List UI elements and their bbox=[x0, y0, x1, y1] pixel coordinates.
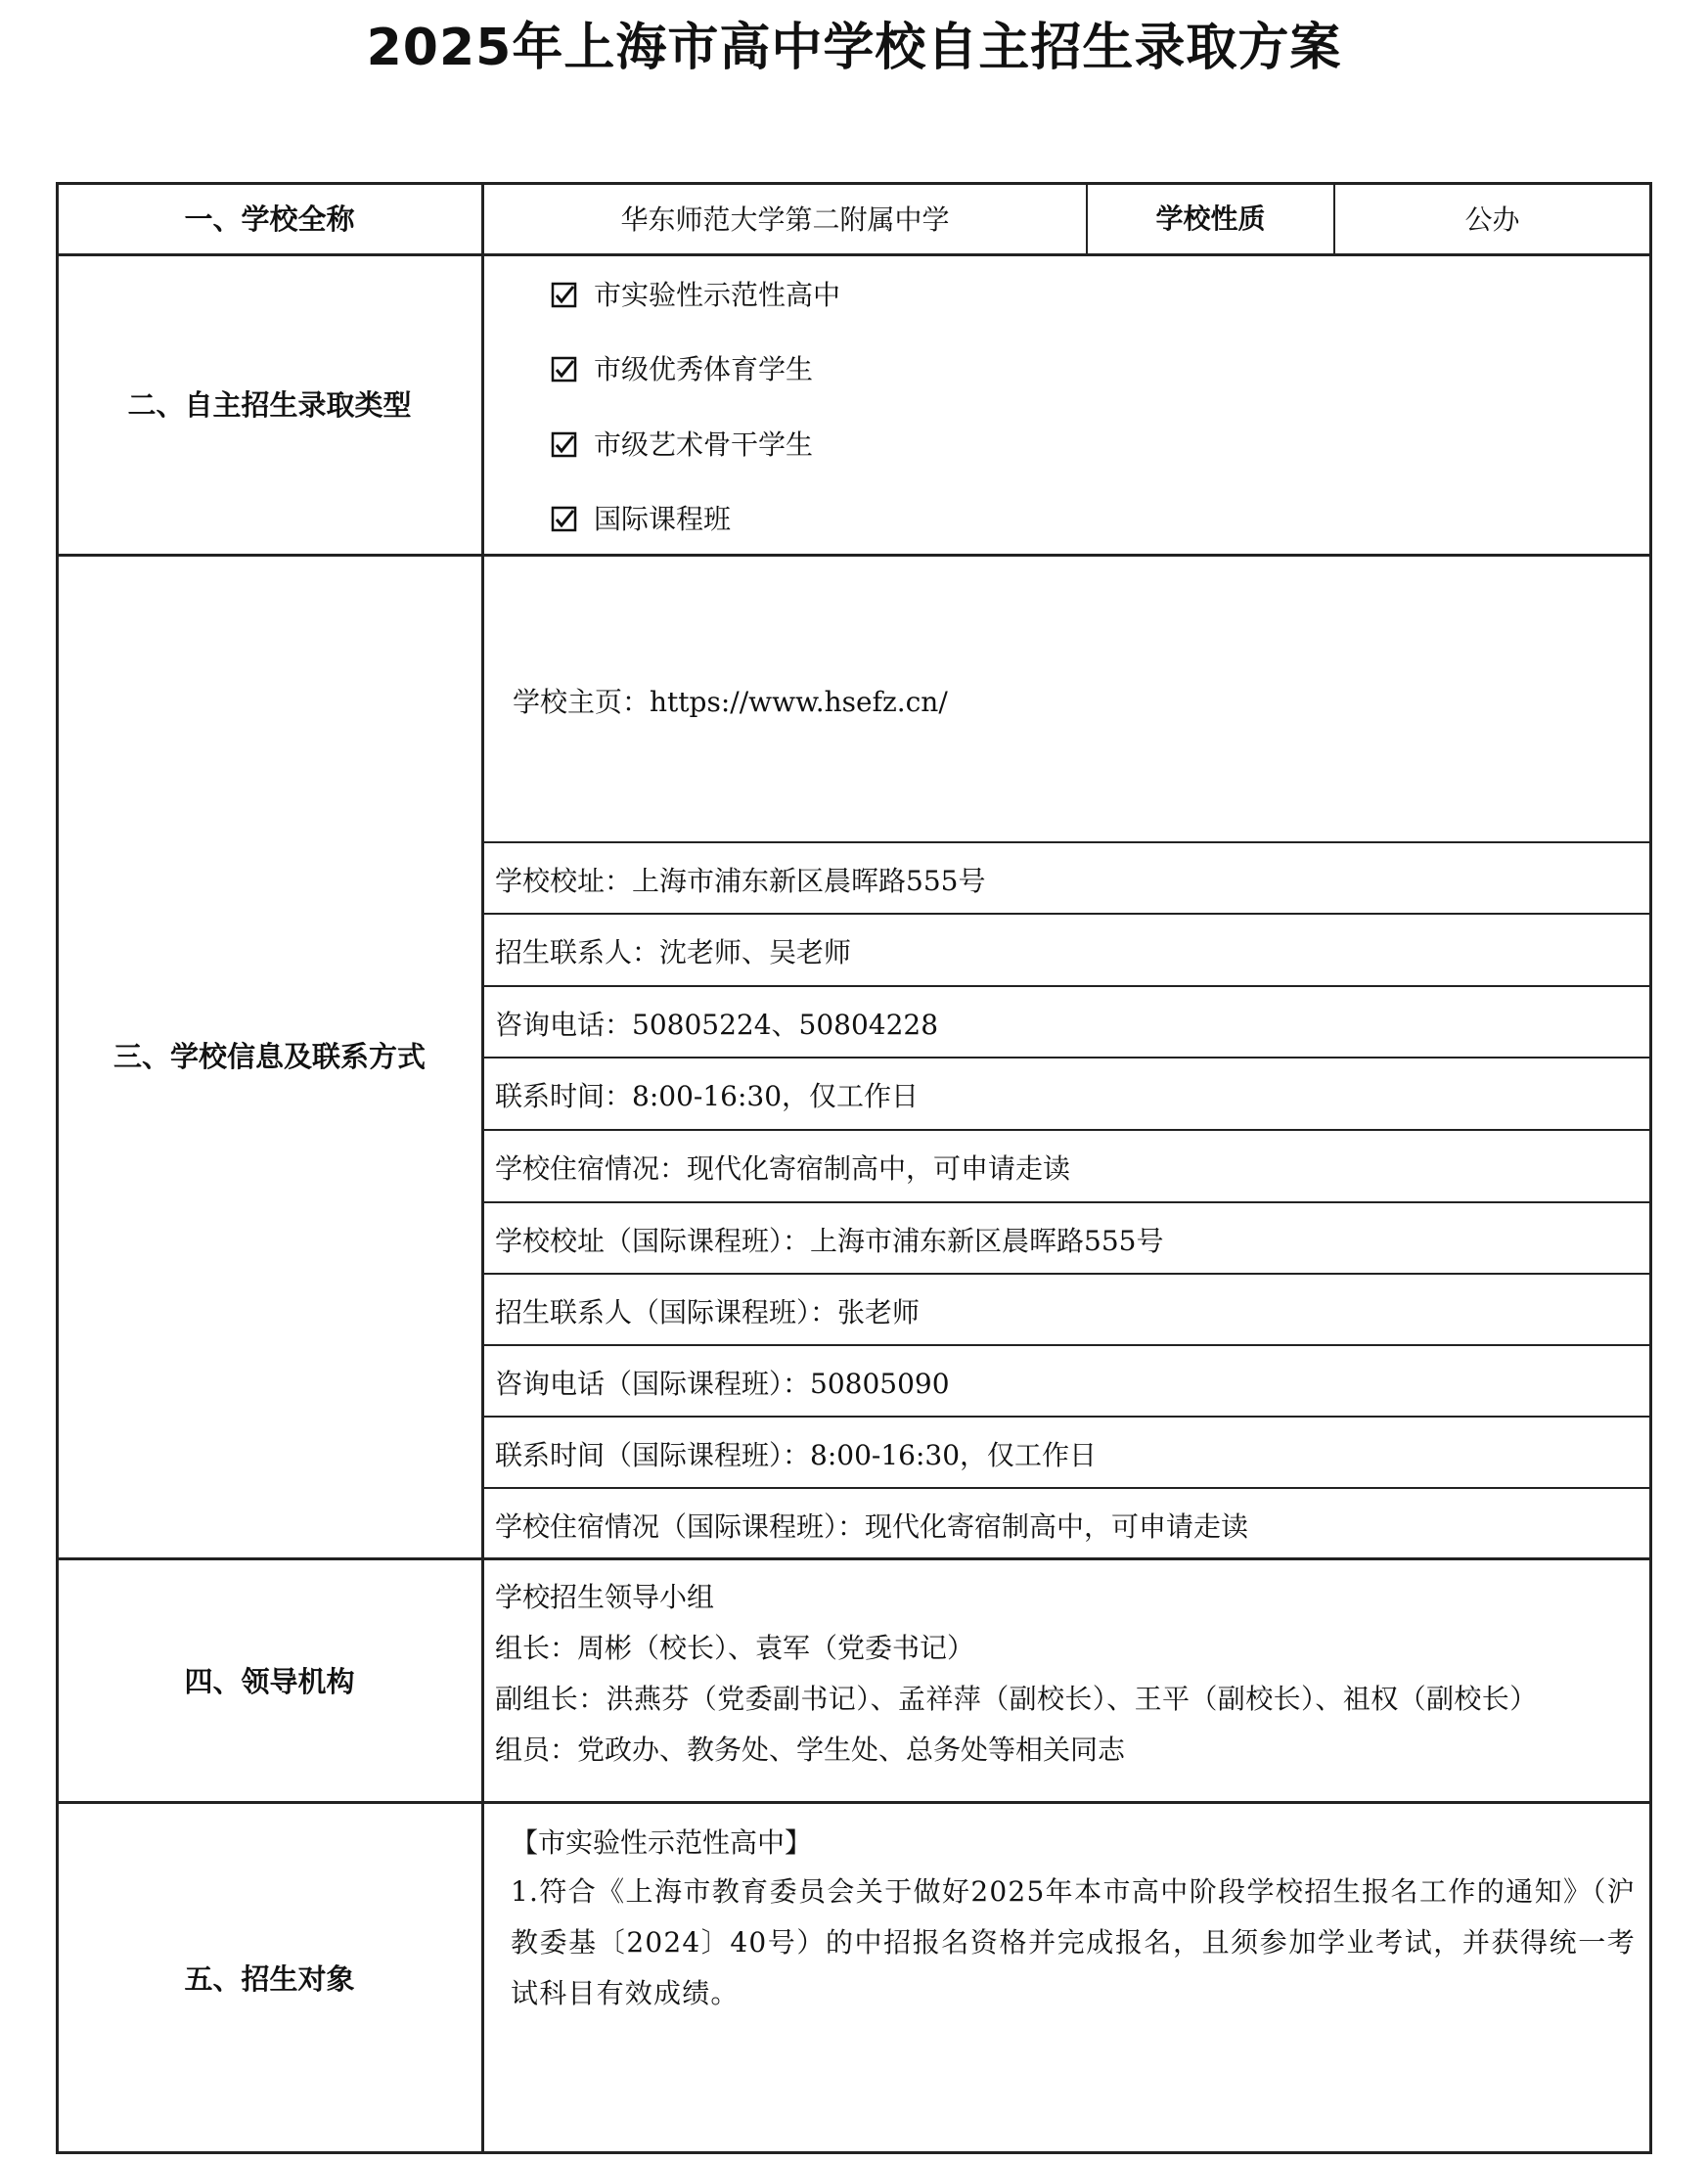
checked-box-icon bbox=[551, 431, 578, 459]
section1-label: 一、学校全称 bbox=[184, 203, 355, 236]
school-homepage[interactable]: 学校主页：https://www.hsefz.cn/ bbox=[513, 686, 948, 718]
row-divider-2 bbox=[56, 554, 1652, 557]
school-nature-label: 学校性质 bbox=[1155, 203, 1266, 235]
document-title: 2025年上海市高中学校自主招生录取方案 bbox=[366, 19, 1342, 77]
table-border-top bbox=[56, 182, 1652, 185]
admission-type-item[interactable] bbox=[551, 428, 813, 463]
info-row: 招生联系人（国际课程班）：张老师 bbox=[495, 1296, 921, 1329]
info-row-divider bbox=[481, 1057, 1652, 1058]
section3-label: 三、学校信息及联系方式 bbox=[112, 1040, 426, 1073]
info-row: 学校住宿情况：现代化寄宿制高中，可申请走读 bbox=[495, 1152, 1071, 1185]
table-border-bottom bbox=[56, 2151, 1652, 2154]
info-row-divider bbox=[481, 1273, 1652, 1275]
info-row: 学校校址（国际课程班）：上海市浦东新区晨晖路555号 bbox=[495, 1225, 1164, 1257]
info-row: 学校住宿情况（国际课程班）：现代化寄宿制高中，可申请走读 bbox=[495, 1510, 1249, 1543]
leadership-line: 副组长：洪燕芬（党委副书记）、孟祥萍（副校长）、王平（副校长）、祖权（副校长） bbox=[495, 1683, 1538, 1715]
target-heading: 【市实验性示范性高中】 bbox=[511, 1826, 813, 1859]
info-row-divider bbox=[481, 985, 1652, 987]
admission-type-item[interactable] bbox=[551, 352, 813, 387]
target-paragraph: 1.符合《上海市教育委员会关于做好2025年本市高中阶段学校招生报名工作的通知》（沪教委基〔2024〕40号）的中招报名资格并完成报名，且须参加学业考试，并获得统一考试科目有效成绩。 bbox=[511, 1875, 1636, 2009]
info-row: 咨询电话：50805224、50804228 bbox=[495, 1009, 939, 1041]
label-column-divider bbox=[481, 182, 484, 2154]
admission-type-text: 市级艺术骨干学生 bbox=[594, 428, 814, 461]
row-divider-1 bbox=[56, 253, 1652, 256]
admission-type-text: 市级优秀体育学生 bbox=[594, 353, 814, 385]
info-row: 联系时间（国际课程班）：8:00-16:30，仅工作日 bbox=[495, 1439, 1098, 1471]
table-border-right bbox=[1649, 182, 1652, 2154]
checked-box-icon bbox=[551, 282, 578, 309]
info-row-divider bbox=[481, 1129, 1652, 1131]
info-row-divider bbox=[481, 1344, 1652, 1346]
info-row: 联系时间：8:00-16:30，仅工作日 bbox=[495, 1080, 920, 1112]
row-divider-3 bbox=[56, 1557, 1652, 1560]
leadership-line: 学校招生领导小组 bbox=[495, 1581, 715, 1613]
checked-box-icon bbox=[551, 506, 578, 533]
admission-type-item[interactable] bbox=[551, 502, 731, 537]
row-divider-4 bbox=[56, 1801, 1652, 1804]
section5-label: 五、招生对象 bbox=[184, 1962, 355, 1996]
info-row-divider bbox=[481, 841, 1652, 843]
info-row: 咨询电话（国际课程班）：50805090 bbox=[495, 1368, 950, 1400]
school-name: 华东师范大学第二附属中学 bbox=[620, 203, 950, 236]
info-row-divider bbox=[481, 1201, 1652, 1203]
info-row-divider bbox=[481, 1487, 1652, 1489]
table-border-left bbox=[56, 182, 59, 2154]
school-nature-value: 公办 bbox=[1464, 203, 1520, 236]
admission-type-text: 国际课程班 bbox=[594, 503, 732, 535]
leadership-line: 组长：周彬（校长）、袁军（党委书记） bbox=[495, 1632, 975, 1664]
info-row-divider bbox=[481, 913, 1652, 915]
info-row: 学校校址：上海市浦东新区晨晖路555号 bbox=[495, 865, 986, 897]
section4-label: 四、领导机构 bbox=[184, 1665, 355, 1698]
leadership-line: 组员：党政办、教务处、学生处、总务处等相关同志 bbox=[495, 1734, 1126, 1766]
admission-type-item[interactable] bbox=[551, 278, 840, 313]
section2-label: 二、自主招生录取类型 bbox=[127, 388, 412, 422]
checked-box-icon bbox=[551, 356, 578, 383]
info-row: 招生联系人：沈老师、吴老师 bbox=[495, 936, 852, 968]
info-row-divider bbox=[481, 1416, 1652, 1418]
admission-type-text: 市实验性示范性高中 bbox=[594, 279, 841, 311]
